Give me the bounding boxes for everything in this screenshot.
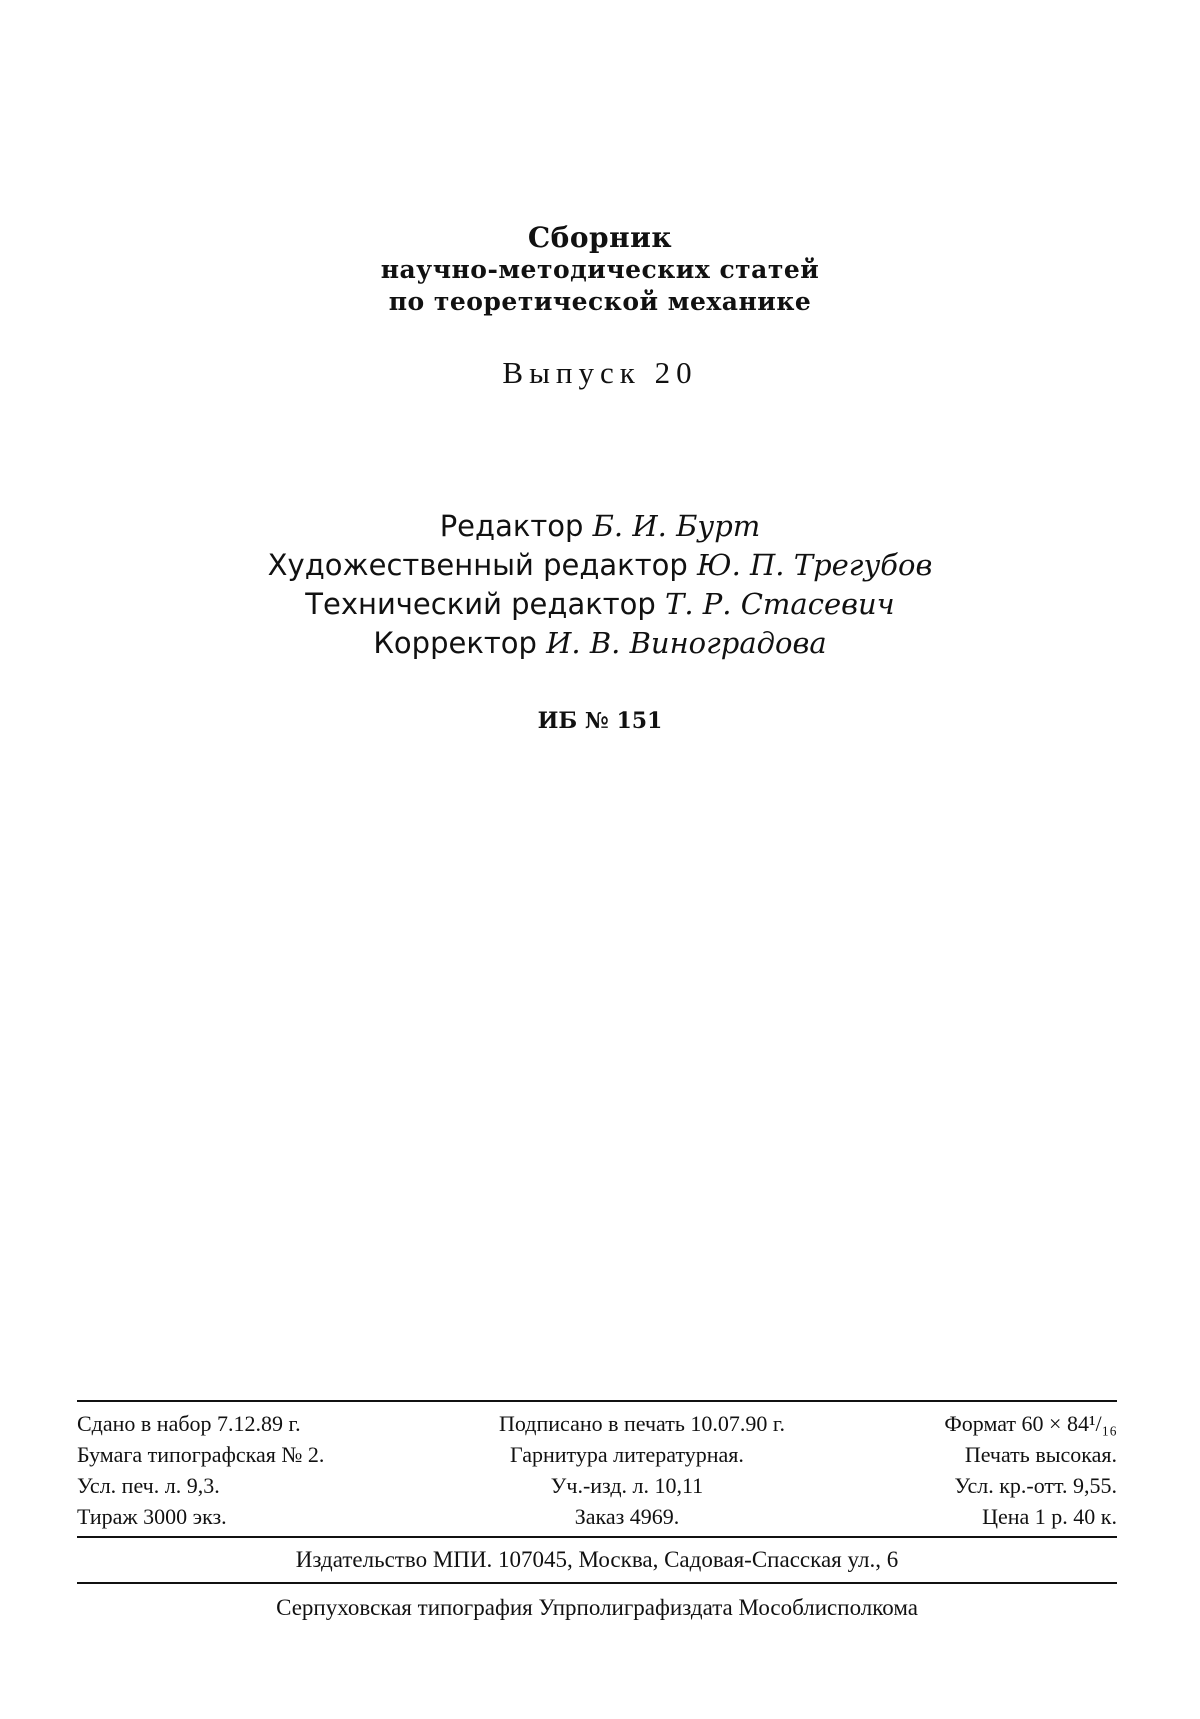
credits-block [0,507,1200,663]
imprint-cell: Подписано в печать 10.07.90 г. [499,1411,785,1436]
imprint-table [77,1402,1117,1536]
imprint-cell: Уч.-изд. л. 10,11 [550,1473,704,1498]
credit-role: Художественный редактор [267,548,688,582]
title-line-3: по теоретической механике [388,287,812,316]
imprint-cell: Усл. кр.-отт. 9,55. [954,1473,1117,1498]
imprint-cell: Тираж 3000 экз. [77,1504,227,1529]
imprint-cell: Усл. печ. л. 9,3. [77,1473,220,1498]
printer-line: Серпуховская типография Упрполиграфиздата Мособлисполкома [276,1594,918,1620]
credit-role: Редактор [439,509,584,543]
imprint-cell: Печать высокая. [964,1442,1117,1467]
imprint-cell: Цена 1 р. 40 к. [982,1504,1117,1529]
imprint-cell: Заказ 4969. [574,1504,680,1529]
credit-tech-editor [0,585,1200,624]
imprint-cell: Формат 60 × 84¹/₁₆ [944,1411,1117,1436]
imprint-row [77,1470,1117,1501]
credit-role: Корректор [373,626,537,660]
imprint-row [77,1501,1117,1532]
ib-number: ИБ № 151 [537,708,663,734]
publisher-line: Издательство МПИ. 107045, Москва, Садовая-Спасская ул., 6 [295,1546,899,1572]
imprint-block [77,1400,1117,1628]
imprint-cell: Бумага типографская № 2. [77,1442,325,1467]
imprint-row [77,1408,1117,1439]
issue-number: Выпуск 20 [502,355,698,390]
credit-name: Т. Р. Стасевич [665,587,895,621]
title-line-1: Сборник [527,221,673,254]
credit-art-editor [0,546,1200,585]
imprint-cell: Гарнитура литературная. [510,1442,744,1467]
credit-role: Технический редактор [305,587,656,621]
title-block [0,222,1200,318]
credit-editor [0,507,1200,546]
credit-name: И. В. Виноградова [546,626,827,660]
credit-name: Ю. П. Трегубов [696,548,933,582]
credit-name: Б. И. Бурт [592,509,761,543]
imprint-row [77,1439,1117,1470]
title-line-2: научно-методических статей [380,255,820,284]
imprint-cell: Сдано в набор 7.12.89 г. [77,1411,301,1436]
credit-proofreader [0,624,1200,663]
